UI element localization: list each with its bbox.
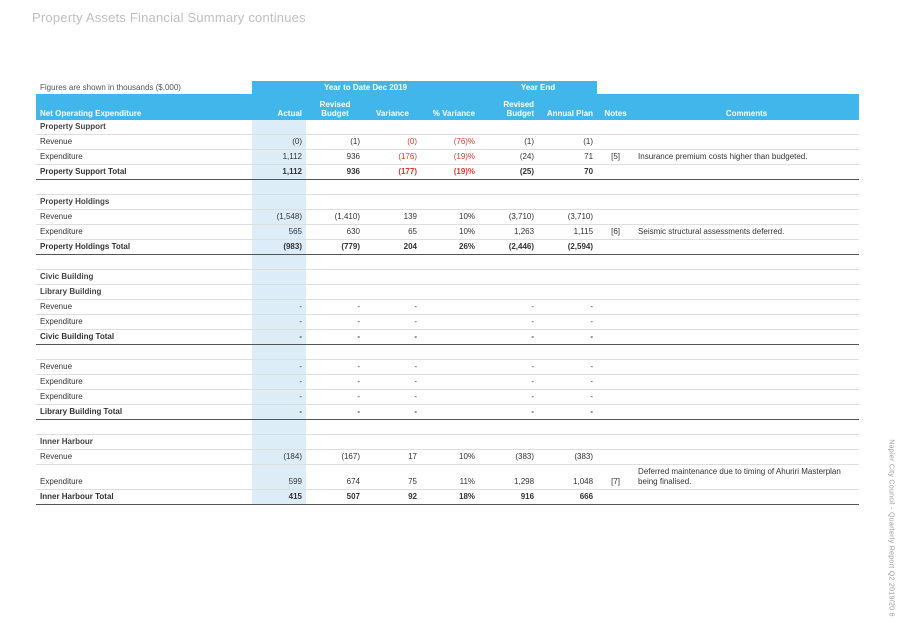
cell-variance xyxy=(364,435,421,450)
cell-ye-revised-budget: (383) xyxy=(479,450,538,465)
cell-revised-budget: 936 xyxy=(306,150,364,165)
cell-notes xyxy=(597,360,634,375)
cell-notes xyxy=(597,420,634,435)
cell-actual: - xyxy=(252,390,306,405)
cell-revised-budget xyxy=(306,285,364,300)
row-label: Expenditure xyxy=(36,150,252,165)
cell-actual xyxy=(252,255,306,270)
cell-pct-variance: 26% xyxy=(421,240,479,255)
cell-comment xyxy=(634,195,859,210)
cell-notes xyxy=(597,300,634,315)
cell-notes xyxy=(597,390,634,405)
cell-annual-plan: - xyxy=(538,300,597,315)
cell-annual-plan: - xyxy=(538,315,597,330)
cell-actual xyxy=(252,195,306,210)
cell-revised-budget: - xyxy=(306,405,364,420)
cell-annual-plan: (383) xyxy=(538,450,597,465)
cell-notes xyxy=(597,490,634,505)
cell-revised-budget: - xyxy=(306,330,364,345)
cell-comment xyxy=(634,180,859,195)
period-ytd: Year to Date Dec 2019 xyxy=(252,81,479,94)
cell-comment xyxy=(634,300,859,315)
blank-row xyxy=(36,345,859,360)
cell-comment xyxy=(634,285,859,300)
cell-revised-budget xyxy=(306,270,364,285)
cell-pct-variance xyxy=(421,345,479,360)
cell-ye-revised-budget: (3,710) xyxy=(479,210,538,225)
row-label xyxy=(36,420,252,435)
cell-revised-budget: - xyxy=(306,315,364,330)
table-row xyxy=(36,135,859,150)
row-label: Civic Building Total xyxy=(36,330,252,345)
row-label: Expenditure xyxy=(36,375,252,390)
financial-summary-table xyxy=(36,81,859,505)
cell-ye-revised-budget xyxy=(479,420,538,435)
page-title: Property Assets Financial Summary continues xyxy=(32,10,306,25)
cell-pct-variance: 18% xyxy=(421,490,479,505)
cell-pct-variance xyxy=(421,180,479,195)
cell-annual-plan: 71 xyxy=(538,150,597,165)
cell-comment xyxy=(634,490,859,505)
cell-variance: - xyxy=(364,315,421,330)
cell-notes xyxy=(597,270,634,285)
cell-revised-budget xyxy=(306,120,364,135)
cell-notes xyxy=(597,330,634,345)
cell-notes xyxy=(597,210,634,225)
table-row xyxy=(36,360,859,375)
cell-notes xyxy=(597,255,634,270)
cell-revised-budget: - xyxy=(306,300,364,315)
cell-comment xyxy=(634,450,859,465)
cell-annual-plan: - xyxy=(538,330,597,345)
cell-annual-plan xyxy=(538,195,597,210)
cell-revised-budget xyxy=(306,255,364,270)
cell-pct-variance xyxy=(421,255,479,270)
cell-variance xyxy=(364,255,421,270)
cell-notes xyxy=(597,435,634,450)
cell-revised-budget: - xyxy=(306,375,364,390)
cell-comment xyxy=(634,435,859,450)
cell-actual xyxy=(252,270,306,285)
cell-comment: Insurance premium costs higher than budgeted. xyxy=(634,150,859,165)
section-row xyxy=(36,270,859,285)
row-label: Library Building Total xyxy=(36,405,252,420)
section-row xyxy=(36,120,859,135)
cell-variance xyxy=(364,120,421,135)
cell-comment xyxy=(634,240,859,255)
table-row xyxy=(36,225,859,240)
table-row xyxy=(36,450,859,465)
cell-pct-variance xyxy=(421,390,479,405)
cell-ye-revised-budget: 1,298 xyxy=(479,465,538,490)
cell-pct-variance: 10% xyxy=(421,225,479,240)
cell-revised-budget: 630 xyxy=(306,225,364,240)
cell-comment xyxy=(634,135,859,150)
cell-ye-revised-budget xyxy=(479,195,538,210)
cell-actual: - xyxy=(252,330,306,345)
cell-ye-revised-budget: 1,263 xyxy=(479,225,538,240)
cell-variance xyxy=(364,195,421,210)
cell-variance: 65 xyxy=(364,225,421,240)
cell-variance xyxy=(364,270,421,285)
cell-variance: (177) xyxy=(364,165,421,180)
cell-actual xyxy=(252,345,306,360)
row-label: Expenditure xyxy=(36,315,252,330)
section-label: Property Support xyxy=(36,120,252,135)
cell-annual-plan: 1,115 xyxy=(538,225,597,240)
cell-ye-revised-budget: - xyxy=(479,390,538,405)
row-label: Revenue xyxy=(36,210,252,225)
cell-revised-budget xyxy=(306,345,364,360)
cell-ye-revised-budget: - xyxy=(479,360,538,375)
cell-pct-variance xyxy=(421,270,479,285)
cell-comment xyxy=(634,330,859,345)
cell-annual-plan xyxy=(538,285,597,300)
cell-comment xyxy=(634,165,859,180)
cell-pct-variance xyxy=(421,315,479,330)
cell-actual: - xyxy=(252,300,306,315)
cell-annual-plan xyxy=(538,420,597,435)
row-label: Property Holdings Total xyxy=(36,240,252,255)
cell-notes xyxy=(597,165,634,180)
cell-ye-revised-budget xyxy=(479,345,538,360)
cell-notes xyxy=(597,375,634,390)
table-row xyxy=(36,210,859,225)
cell-ye-revised-budget xyxy=(479,120,538,135)
cell-revised-budget: (1) xyxy=(306,135,364,150)
cell-revised-budget xyxy=(306,435,364,450)
cell-ye-revised-budget: (25) xyxy=(479,165,538,180)
cell-notes: [7] xyxy=(597,465,634,490)
period-gap xyxy=(597,81,859,94)
cell-pct-variance xyxy=(421,360,479,375)
cell-ye-revised-budget xyxy=(479,180,538,195)
cell-annual-plan: (1) xyxy=(538,135,597,150)
cell-actual: (184) xyxy=(252,450,306,465)
cell-ye-revised-budget: - xyxy=(479,375,538,390)
row-label xyxy=(36,345,252,360)
table-row xyxy=(36,315,859,330)
row-label xyxy=(36,255,252,270)
cell-notes xyxy=(597,120,634,135)
section-row xyxy=(36,285,859,300)
cell-actual: (1,548) xyxy=(252,210,306,225)
cell-variance: (176) xyxy=(364,150,421,165)
table-row xyxy=(36,375,859,390)
cell-revised-budget: - xyxy=(306,360,364,375)
cell-actual: - xyxy=(252,360,306,375)
cell-revised-budget: 507 xyxy=(306,490,364,505)
cell-actual xyxy=(252,435,306,450)
cell-revised-budget: 674 xyxy=(306,465,364,490)
cell-ye-revised-budget: (2,446) xyxy=(479,240,538,255)
cell-notes: [5] xyxy=(597,150,634,165)
cell-annual-plan xyxy=(538,435,597,450)
cell-ye-revised-budget: - xyxy=(479,300,538,315)
cell-annual-plan: - xyxy=(538,360,597,375)
cell-annual-plan: 70 xyxy=(538,165,597,180)
cell-comment xyxy=(634,315,859,330)
cell-pct-variance xyxy=(421,420,479,435)
cell-annual-plan: - xyxy=(538,405,597,420)
period-header-row xyxy=(36,81,859,94)
cell-comment xyxy=(634,360,859,375)
column-header-row xyxy=(36,94,859,120)
cell-revised-budget xyxy=(306,420,364,435)
cell-revised-budget xyxy=(306,195,364,210)
col-variance: Variance xyxy=(364,94,421,120)
cell-comment: Deferred maintenance due to timing of Ahuriri Masterplan being finalised. xyxy=(634,465,859,490)
total-row xyxy=(36,240,859,255)
cell-actual: (983) xyxy=(252,240,306,255)
cell-actual: 1,112 xyxy=(252,150,306,165)
cell-actual: 415 xyxy=(252,490,306,505)
cell-actual: - xyxy=(252,315,306,330)
col-actual: Actual xyxy=(252,94,306,120)
section-label: Civic Building xyxy=(36,270,252,285)
cell-variance: - xyxy=(364,405,421,420)
cell-comment xyxy=(634,390,859,405)
cell-annual-plan xyxy=(538,345,597,360)
cell-annual-plan: 1,048 xyxy=(538,465,597,490)
cell-annual-plan: (2,594) xyxy=(538,240,597,255)
table-row xyxy=(36,300,859,315)
cell-actual: 1,112 xyxy=(252,165,306,180)
cell-notes xyxy=(597,135,634,150)
cell-comment: Seismic structural assessments deferred. xyxy=(634,225,859,240)
cell-comment xyxy=(634,405,859,420)
blank-row xyxy=(36,255,859,270)
col-notes: Notes xyxy=(597,94,634,120)
cell-pct-variance: 10% xyxy=(421,450,479,465)
cell-actual: - xyxy=(252,375,306,390)
cell-variance xyxy=(364,285,421,300)
col-comments: Comments xyxy=(634,94,859,120)
cell-variance: - xyxy=(364,375,421,390)
cell-comment xyxy=(634,345,859,360)
cell-actual xyxy=(252,420,306,435)
section-row xyxy=(36,435,859,450)
section-label: Library Building xyxy=(36,285,252,300)
total-row xyxy=(36,405,859,420)
cell-variance: 92 xyxy=(364,490,421,505)
figures-note: Figures are shown in thousands ($,000) xyxy=(36,81,252,94)
col-label: Net Operating Expenditure xyxy=(36,94,252,120)
cell-variance: 75 xyxy=(364,465,421,490)
cell-variance: - xyxy=(364,390,421,405)
cell-ye-revised-budget: 916 xyxy=(479,490,538,505)
row-label: Expenditure xyxy=(36,225,252,240)
cell-notes: [6] xyxy=(597,225,634,240)
cell-notes xyxy=(597,180,634,195)
cell-ye-revised-budget: - xyxy=(479,315,538,330)
cell-comment xyxy=(634,270,859,285)
cell-notes xyxy=(597,405,634,420)
cell-variance: 204 xyxy=(364,240,421,255)
cell-notes xyxy=(597,450,634,465)
cell-variance xyxy=(364,420,421,435)
row-label: Revenue xyxy=(36,135,252,150)
row-label xyxy=(36,180,252,195)
cell-notes xyxy=(597,315,634,330)
cell-notes xyxy=(597,345,634,360)
row-label: Inner Harbour Total xyxy=(36,490,252,505)
cell-variance: - xyxy=(364,360,421,375)
cell-pct-variance xyxy=(421,300,479,315)
side-footer-text: Napier City Council - Quarterly Report Q2 2019/20 6 xyxy=(887,439,895,617)
cell-revised-budget xyxy=(306,180,364,195)
cell-actual: 565 xyxy=(252,225,306,240)
cell-pct-variance xyxy=(421,195,479,210)
cell-actual xyxy=(252,285,306,300)
cell-variance: (0) xyxy=(364,135,421,150)
row-label: Revenue xyxy=(36,360,252,375)
cell-annual-plan xyxy=(538,255,597,270)
cell-variance xyxy=(364,180,421,195)
cell-pct-variance: (76)% xyxy=(421,135,479,150)
row-label: Revenue xyxy=(36,300,252,315)
cell-pct-variance xyxy=(421,435,479,450)
cell-annual-plan xyxy=(538,120,597,135)
cell-annual-plan: - xyxy=(538,375,597,390)
cell-notes xyxy=(597,285,634,300)
col-annual-plan: Annual Plan xyxy=(538,94,597,120)
section-label: Inner Harbour xyxy=(36,435,252,450)
side-footer xyxy=(876,422,906,634)
section-row xyxy=(36,195,859,210)
cell-actual: (0) xyxy=(252,135,306,150)
row-label: Expenditure xyxy=(36,390,252,405)
cell-comment xyxy=(634,210,859,225)
cell-pct-variance xyxy=(421,285,479,300)
total-row xyxy=(36,490,859,505)
cell-actual: 599 xyxy=(252,465,306,490)
section-label: Property Holdings xyxy=(36,195,252,210)
total-row xyxy=(36,165,859,180)
cell-ye-revised-budget: (24) xyxy=(479,150,538,165)
cell-pct-variance xyxy=(421,330,479,345)
col-pct-variance: % Variance xyxy=(421,94,479,120)
table-row xyxy=(36,390,859,405)
cell-ye-revised-budget: - xyxy=(479,405,538,420)
cell-revised-budget: - xyxy=(306,390,364,405)
cell-pct-variance: 11% xyxy=(421,465,479,490)
cell-revised-budget: (1,410) xyxy=(306,210,364,225)
cell-comment xyxy=(634,420,859,435)
cell-ye-revised-budget: - xyxy=(479,330,538,345)
cell-ye-revised-budget: (1) xyxy=(479,135,538,150)
table-row xyxy=(36,150,859,165)
cell-actual: - xyxy=(252,405,306,420)
cell-comment xyxy=(634,120,859,135)
cell-revised-budget: (167) xyxy=(306,450,364,465)
cell-ye-revised-budget xyxy=(479,255,538,270)
cell-variance xyxy=(364,345,421,360)
blank-row xyxy=(36,180,859,195)
cell-revised-budget: (779) xyxy=(306,240,364,255)
cell-pct-variance: (19)% xyxy=(421,150,479,165)
cell-pct-variance: 10% xyxy=(421,210,479,225)
period-year-end: Year End xyxy=(479,81,597,94)
cell-actual xyxy=(252,120,306,135)
cell-pct-variance xyxy=(421,405,479,420)
cell-comment xyxy=(634,375,859,390)
row-label: Revenue xyxy=(36,450,252,465)
cell-actual xyxy=(252,180,306,195)
cell-pct-variance: (19)% xyxy=(421,165,479,180)
col-ye-revised-budget: Revised Budget xyxy=(479,94,538,120)
cell-ye-revised-budget xyxy=(479,270,538,285)
row-label: Expenditure xyxy=(36,465,252,490)
cell-notes xyxy=(597,195,634,210)
cell-annual-plan: - xyxy=(538,390,597,405)
cell-ye-revised-budget xyxy=(479,435,538,450)
cell-annual-plan xyxy=(538,180,597,195)
col-revised-budget: Revised Budget xyxy=(306,94,364,120)
cell-revised-budget: 936 xyxy=(306,165,364,180)
row-label: Property Support Total xyxy=(36,165,252,180)
cell-annual-plan xyxy=(538,270,597,285)
cell-pct-variance xyxy=(421,120,479,135)
blank-row xyxy=(36,420,859,435)
cell-annual-plan: 666 xyxy=(538,490,597,505)
cell-annual-plan: (3,710) xyxy=(538,210,597,225)
cell-ye-revised-budget xyxy=(479,285,538,300)
total-row xyxy=(36,330,859,345)
cell-variance: - xyxy=(364,300,421,315)
cell-pct-variance xyxy=(421,375,479,390)
cell-variance: 139 xyxy=(364,210,421,225)
cell-variance: 17 xyxy=(364,450,421,465)
table-row xyxy=(36,465,859,490)
cell-notes xyxy=(597,240,634,255)
cell-comment xyxy=(634,255,859,270)
cell-variance: - xyxy=(364,330,421,345)
